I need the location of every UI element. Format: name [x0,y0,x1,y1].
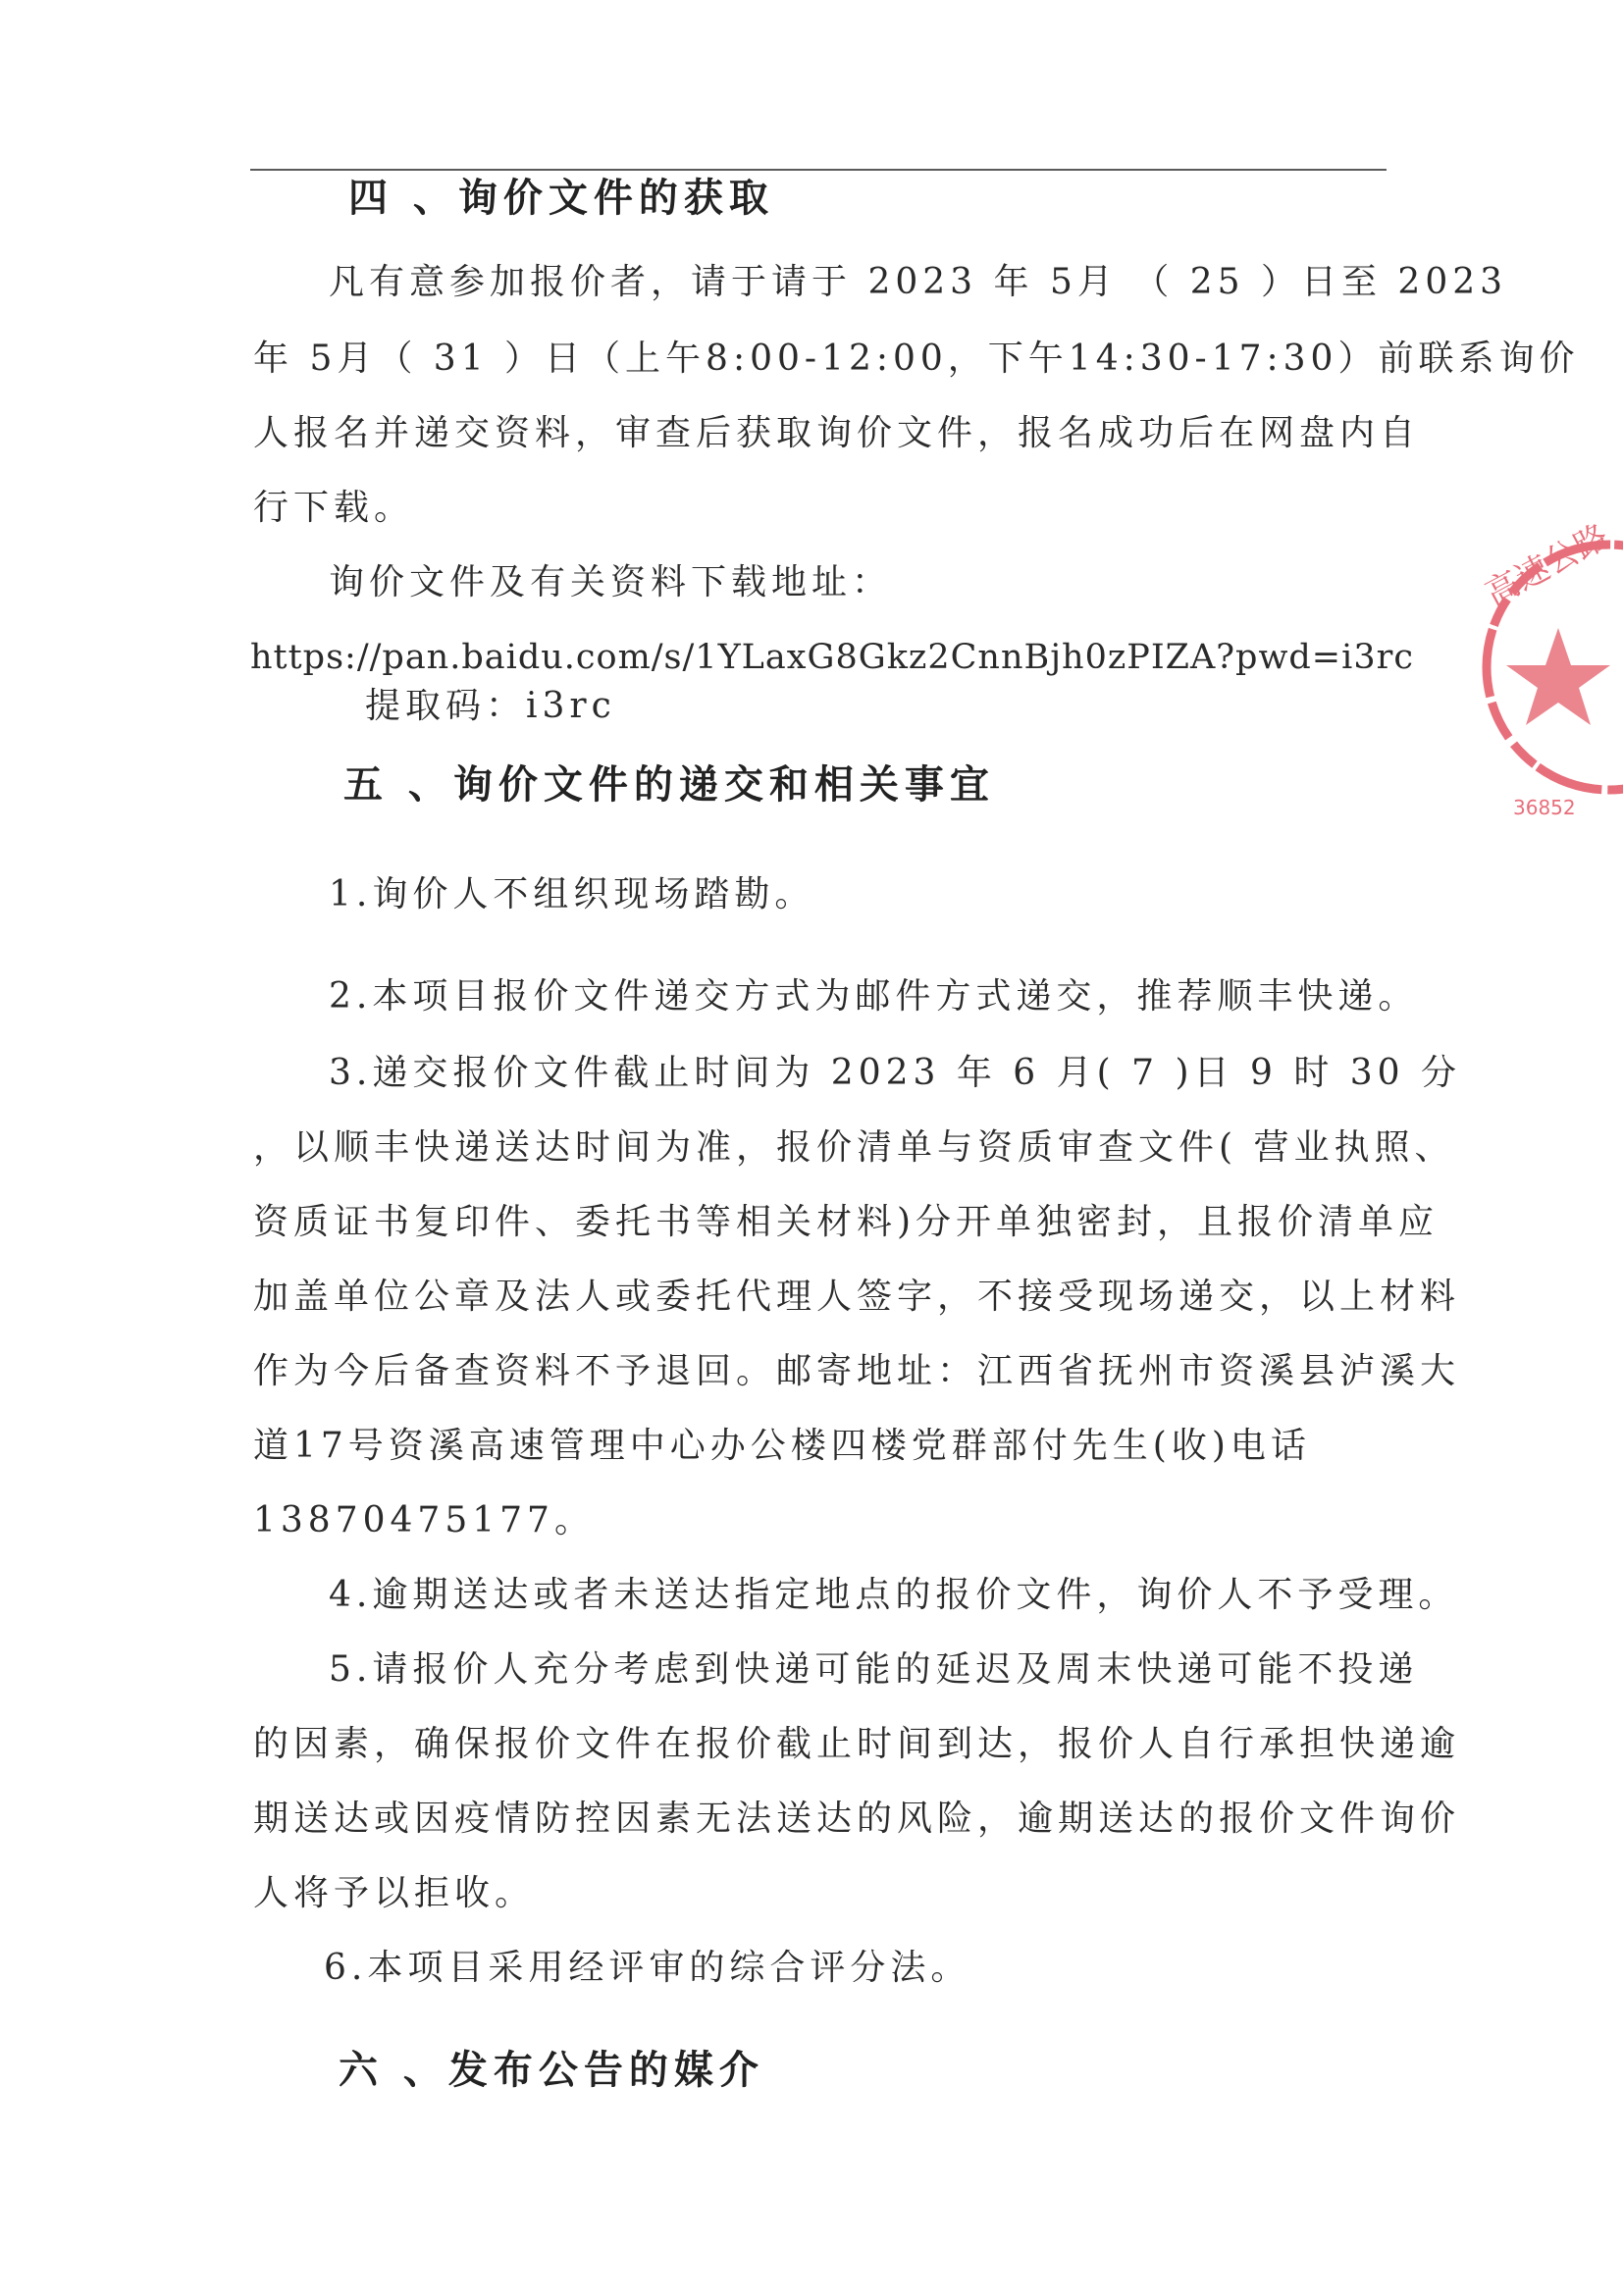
section5-item-5-line-1: 5.请报价人充分考虑到快递可能的延迟及周末快递可能不投递 [329,1649,1419,1690]
section5-item-2: 2.本项目报价文件递交方式为邮件方式递交，推荐顺丰快递。 [329,976,1419,1017]
section5-item-3-line-1: 3.递交报价文件截止时间为 2023 年 6 月( 7 )日 9 时 30 分 [329,1053,1462,1093]
section6-heading: 六 、发布公告的媒介 [339,2047,764,2093]
svg-text:36852: 36852 [1513,796,1576,819]
section5-heading: 五 、询价文件的递交和相关事宜 [343,761,995,808]
section5-item-4: 4.逾期送达或者未送达指定地点的报价文件，询价人不予受理。 [329,1575,1459,1615]
section5-item-6: 6.本项目采用经评审的综合评分法。 [324,1948,971,1988]
section5-item-5-line-4: 人将予以拒收。 [253,1873,536,1913]
section5-item-5-line-2: 的因素，确保报价文件在报价截止时间到达，报价人自行承担快递逾 [253,1724,1461,1764]
section5-item-3-line-7: 13870475177。 [253,1500,595,1540]
section4-line-4: 行下载。 [253,488,415,528]
section5-item-3-line-6: 道17号资溪高速管理中心办公楼四楼党群部付先生(收)电话 [253,1426,1311,1466]
download-url: https://pan.baidu.com/s/1YLaxG8Gkz2CnnBjh0zPIZA?pwd=i3rc [250,638,1414,677]
header-rule [250,169,1387,171]
section5-item-1: 1.询价人不组织现场踏勘。 [329,874,815,914]
section5-item-3-line-5: 作为今后备查资料不予退回。邮寄地址：江西省抚州市资溪县泸溪大 [253,1351,1461,1391]
section5-item-3-line-3: 资质证书复印件、委托书等相关材料)分开单独密封，且报价清单应 [253,1202,1440,1242]
section4-heading: 四 、询价文件的获取 [348,175,774,221]
section4-line-1: 凡有意参加报价者，请于请于 2023 年 5月 （ 25 ）日至 2023 [329,262,1508,302]
section4-line-2: 年 5月（ 31 ）日（上午8:00-12:00，下午14:30-17:30）前联系询价 [253,339,1580,379]
download-label: 询价文件及有关资料下载地址： [329,562,893,602]
svg-text:高速公路: 高速公路 [1479,516,1616,614]
section5-item-3-line-4: 加盖单位公章及法人或委托代理人签字，不接受现场递交，以上材料 [253,1277,1461,1317]
section5-item-3-line-2: ，以顺丰快递送达时间为准，报价清单与资质审查文件( 营业执照、 [253,1127,1455,1168]
official-seal [1472,510,1623,824]
section4-line-3: 人报名并递交资料，审查后获取询价文件，报名成功后在网盘内自 [253,413,1421,453]
extract-code: 提取码：i3rc [365,686,616,726]
section5-item-5-line-3: 期送达或因疫情防控因素无法送达的风险，逾期送达的报价文件询价 [253,1799,1461,1839]
